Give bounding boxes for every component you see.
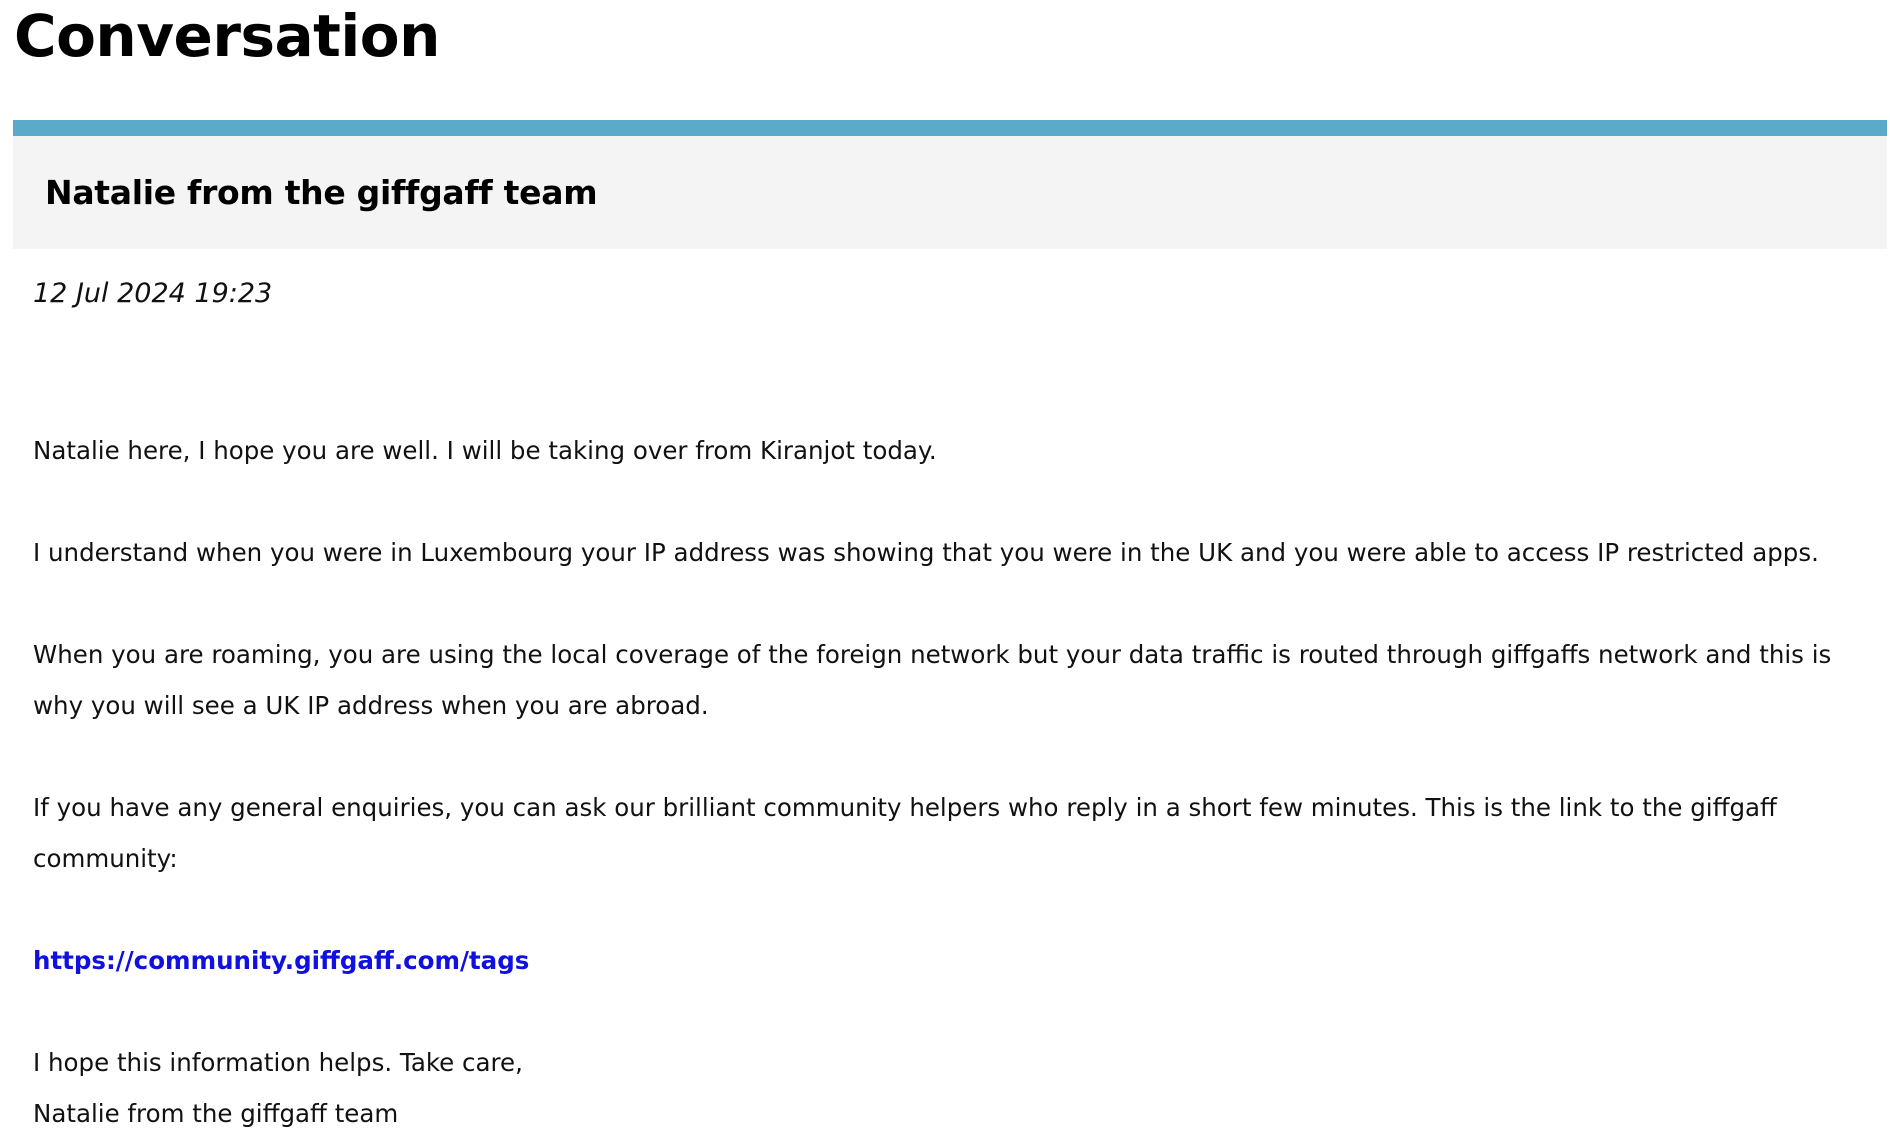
message-paragraph: If you have any general enquiries, you can ask our brilliant community helpers who reply in a short few minutes. This is the link to the giffgaff community: bbox=[33, 793, 1777, 873]
message-card bbox=[13, 120, 1887, 249]
community-link-paragraph bbox=[33, 935, 1873, 986]
message-header bbox=[13, 136, 1887, 249]
message-paragraph: I understand when you were in Luxembourg your IP address was showing that you were in the UK and you were able to access IP restricted apps. bbox=[33, 538, 1819, 567]
message-body bbox=[33, 425, 1873, 1139]
accent-bar bbox=[13, 120, 1887, 136]
community-link[interactable]: https://community.giffgaff.com/tags bbox=[33, 946, 530, 975]
message-paragraph: Natalie here, I hope you are well. I will be taking over from Kiranjot today. bbox=[33, 436, 937, 465]
message-paragraph: When you are roaming, you are using the local coverage of the foreign network but your data traffic is routed through giffgaffs network and this is why you will see a UK IP address when you are abroad. bbox=[33, 640, 1832, 720]
sender-name: Natalie from the giffgaff team bbox=[45, 173, 598, 212]
signature-line: Natalie from the giffgaff team bbox=[33, 1099, 399, 1128]
closing-line: I hope this information helps. Take care, bbox=[33, 1048, 523, 1077]
page-title: Conversation bbox=[14, 2, 440, 70]
message-timestamp: 12 Jul 2024 19:23 bbox=[33, 278, 273, 309]
